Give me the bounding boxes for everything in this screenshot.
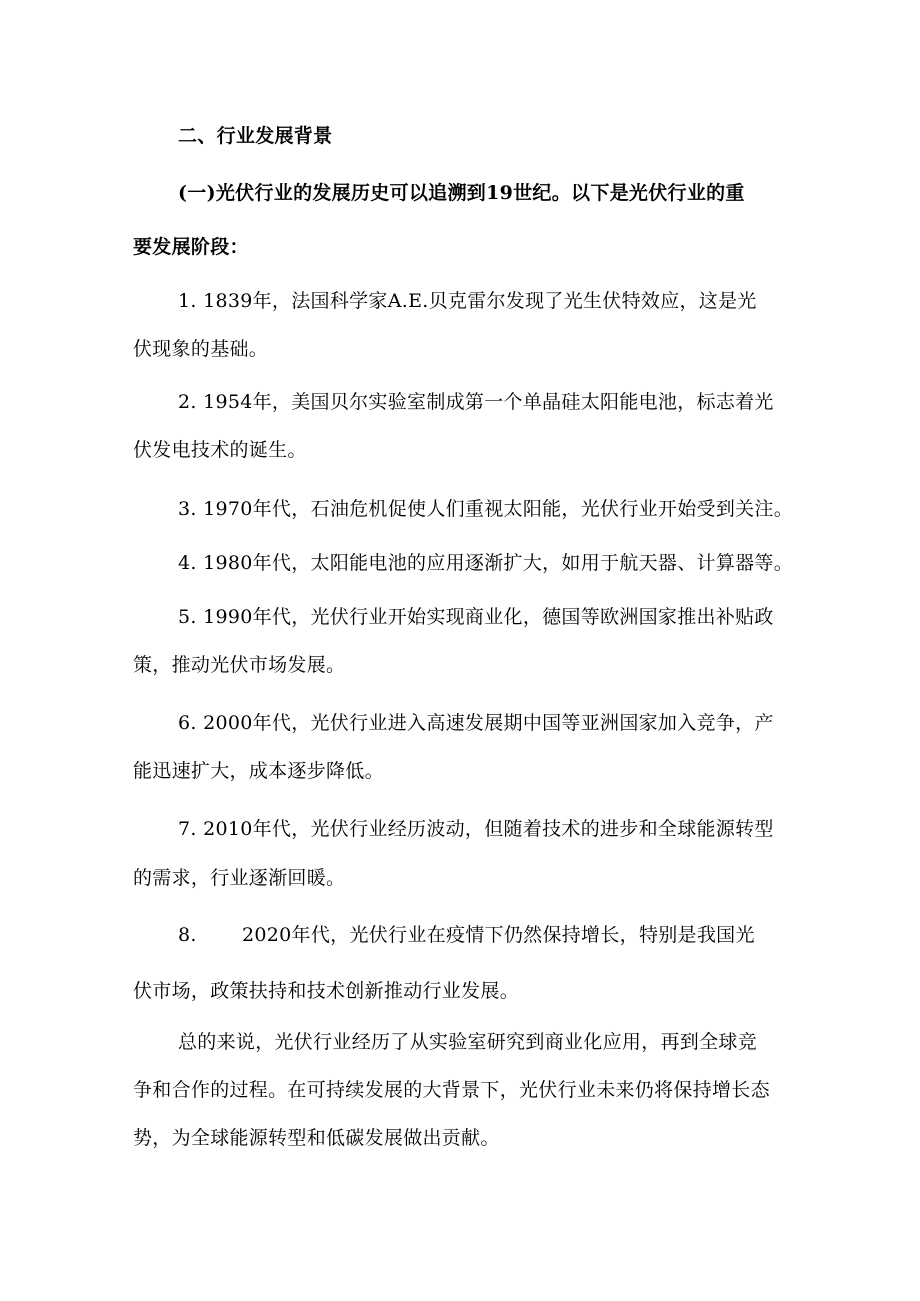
section-heading: 二、行业发展背景 <box>178 125 333 147</box>
list-item-7-line-2: 的需求，行业逐渐回暖。 <box>133 867 346 889</box>
list-item-2-line-2: 伏发电技术的诞生。 <box>133 439 307 461</box>
subsection-heading-line-2: 要发展阶段： <box>133 236 249 258</box>
list-item-4: 4. 1980年代，太阳能电池的应用逐渐扩大，如用于航天器、计算器等。 <box>178 552 794 574</box>
list-item-8-line-2: 伏市场，政策扶持和技术创新推动行业发展。 <box>133 980 520 1002</box>
list-item-8-number: 8. <box>178 924 197 946</box>
list-item-1-line-2: 伏现象的基础。 <box>133 338 269 360</box>
list-item-3: 3. 1970年代，石油危机促使人们重视太阳能，光伏行业开始受到关注。 <box>178 498 794 520</box>
list-item-6-line-2: 能迅速扩大，成本逐步降低。 <box>133 760 384 782</box>
list-item-2-line-1: 2. 1954年，美国贝尔实验室制成第一个单晶硅太阳能电池，标志着光 <box>178 391 774 413</box>
list-item-8-line-1: 2020年代，光伏行业在疫情下仍然保持增长，特别是我国光 <box>242 924 755 946</box>
list-item-6-line-1: 6. 2000年代，光伏行业进入高速发展期中国等亚洲国家加入竞争，产 <box>178 712 774 734</box>
summary-line-3: 势，为全球能源转型和低碳发展做出贡献。 <box>133 1127 500 1149</box>
list-item-7-line-1: 7. 2010年代，光伏行业经历波动，但随着技术的进步和全球能源转型 <box>178 818 774 840</box>
list-item-5-line-1: 5. 1990年代，光伏行业开始实现商业化，德国等欧洲国家推出补贴政 <box>178 606 774 628</box>
summary-line-1: 总的来说，光伏行业经历了从实验室研究到商业化应用，再到全球竞 <box>178 1031 758 1053</box>
list-item-5-line-2: 策，推动光伏市场发展。 <box>133 654 346 676</box>
summary-line-2: 争和合作的过程。在可持续发展的大背景下，光伏行业未来仍将保持增长态 <box>133 1079 770 1101</box>
subsection-heading-line-1: (一)光伏行业的发展历史可以追溯到19世纪。以下是光伏行业的重 <box>178 182 745 204</box>
list-item-1-line-1: 1. 1839年，法国科学家A.E.贝克雷尔发现了光生伏特效应，这是光 <box>178 290 757 312</box>
